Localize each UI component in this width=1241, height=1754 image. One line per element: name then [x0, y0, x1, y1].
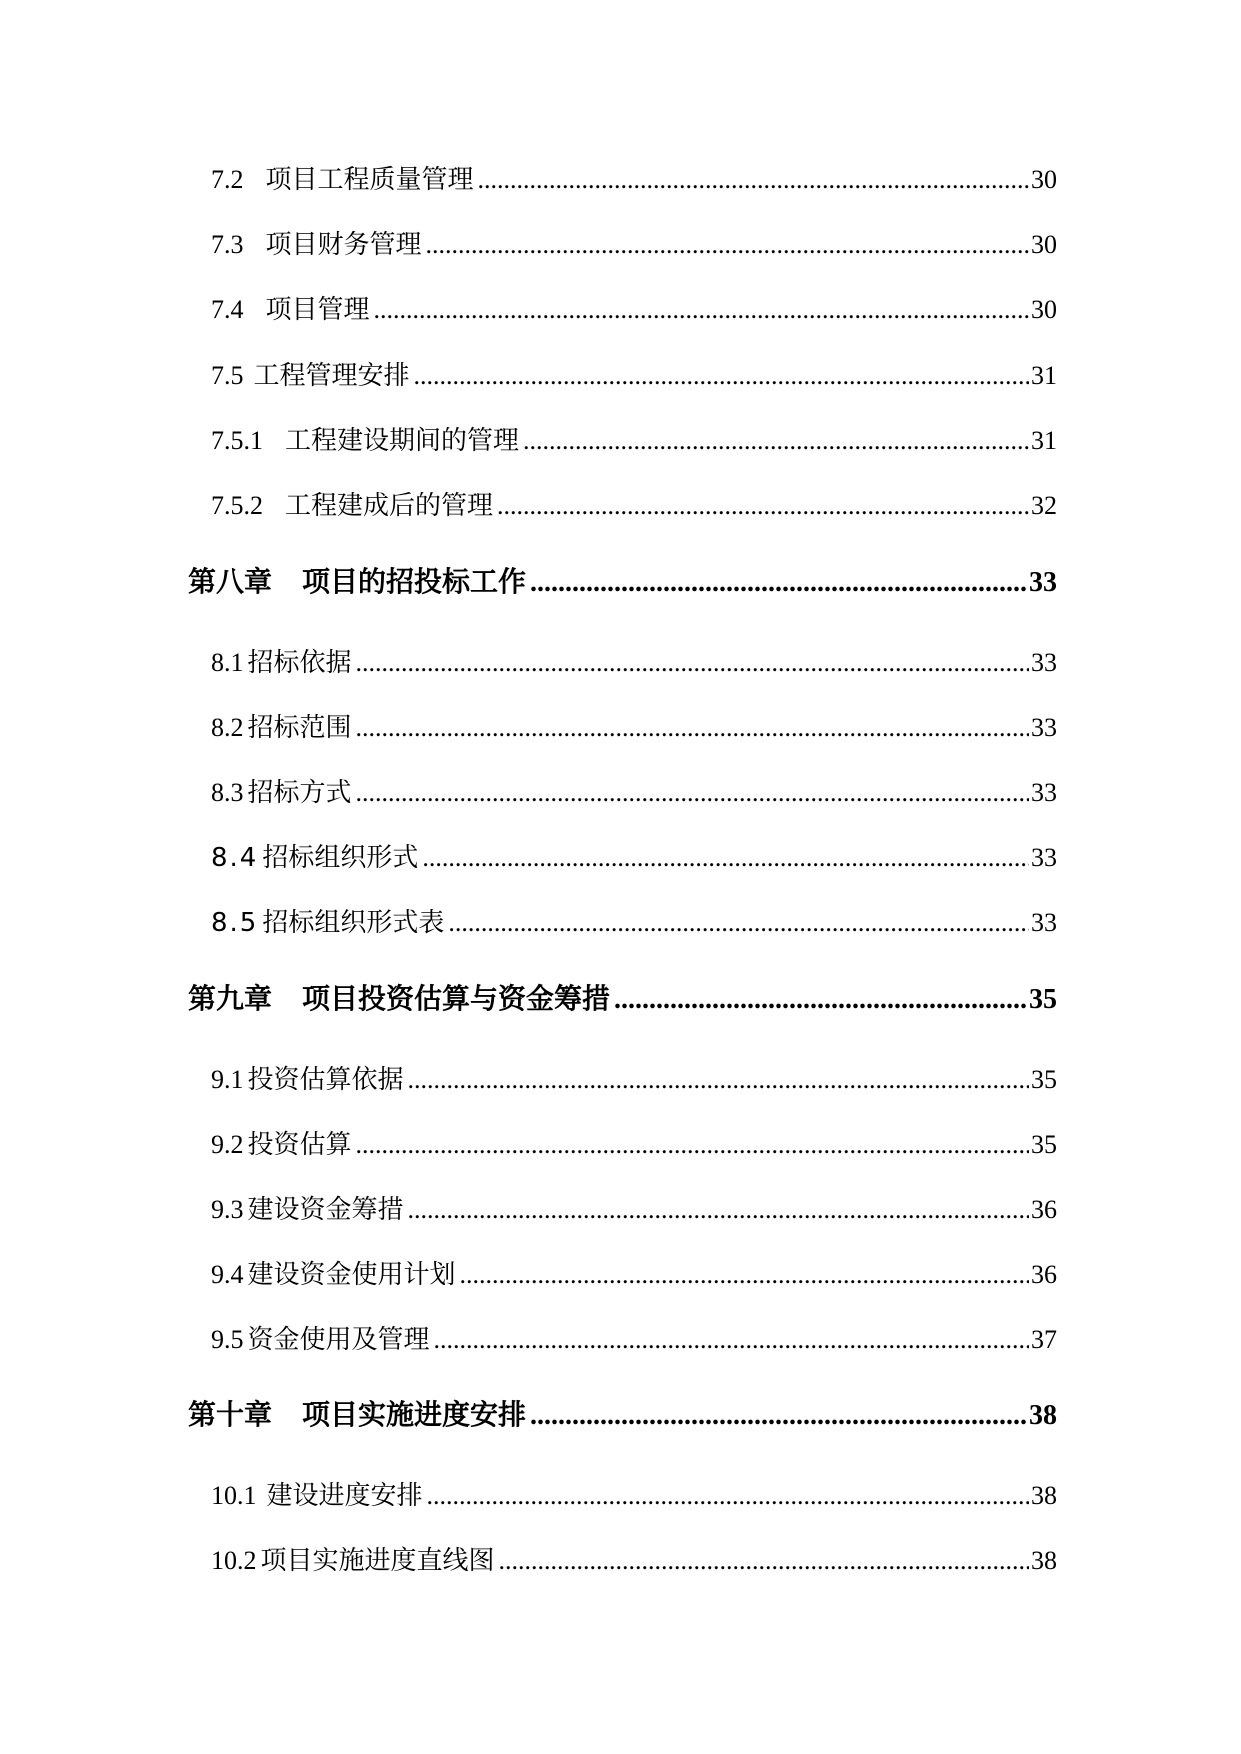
toc-title: 建设进度安排 — [266, 1481, 423, 1510]
toc-page-number: 30 — [1031, 295, 1057, 324]
toc-title: 招标组织形式表 — [262, 908, 445, 937]
toc-page-number: 35 — [1031, 1130, 1057, 1159]
toc-entry-8-2[interactable] — [211, 708, 1057, 748]
toc-entry-9-3[interactable] — [211, 1190, 1057, 1230]
toc-page-number: 37 — [1031, 1325, 1057, 1354]
toc-entry-7-4[interactable] — [211, 290, 1057, 330]
toc-page-number: 31 — [1031, 426, 1057, 455]
chapter-number: 第十章 — [188, 1400, 273, 1431]
toc-entry-7-2[interactable] — [211, 160, 1057, 200]
toc-number: 9.4 — [211, 1260, 244, 1289]
toc-chapter-10[interactable] — [188, 1396, 1057, 1436]
toc-number: 7.4 — [211, 295, 244, 324]
toc-page-number: 30 — [1031, 230, 1057, 259]
toc-page-number: 30 — [1031, 165, 1057, 194]
toc-number: 10.1 — [211, 1481, 257, 1510]
dot-leader — [356, 1125, 1029, 1165]
toc-title: 项目财务管理 — [265, 230, 422, 259]
chapter-title: 项目投资估算与资金筹措 — [302, 984, 611, 1015]
toc-page-number: 38 — [1029, 1400, 1057, 1431]
toc-title: 建设资金筹措 — [247, 1195, 404, 1224]
toc-page-number: 32 — [1031, 491, 1057, 520]
toc-number: 8.3 — [211, 778, 244, 807]
toc-entry-8-4[interactable] — [211, 838, 1057, 878]
dot-leader — [426, 225, 1029, 265]
toc-number: 8.5 — [211, 908, 259, 938]
toc-number: 9.3 — [211, 1195, 244, 1224]
toc-title: 项目管理 — [265, 295, 370, 324]
toc-number: 8.4 — [211, 843, 259, 873]
toc-entry-7-3[interactable] — [211, 225, 1057, 265]
toc-title: 招标范围 — [247, 713, 352, 742]
toc-page-number: 33 — [1031, 648, 1057, 677]
toc-title: 项目工程质量管理 — [265, 165, 474, 194]
toc-page-number: 33 — [1031, 908, 1057, 937]
toc-title: 招标依据 — [247, 648, 352, 677]
toc-title: 招标方式 — [247, 778, 352, 807]
toc-page-number: 33 — [1031, 843, 1057, 872]
toc-page-number: 35 — [1029, 984, 1057, 1015]
chapter-number: 第八章 — [188, 567, 273, 598]
dot-leader — [422, 838, 1029, 878]
toc-number: 9.5 — [211, 1325, 244, 1354]
toc-entry-9-5[interactable] — [211, 1320, 1057, 1360]
toc-page-number: 31 — [1031, 361, 1057, 390]
toc-page-number: 36 — [1031, 1260, 1057, 1289]
dot-leader — [374, 290, 1029, 330]
chapter-title: 项目实施进度安排 — [302, 1400, 527, 1431]
toc-page-number: 33 — [1031, 778, 1057, 807]
toc-page-number: 38 — [1031, 1546, 1057, 1575]
dot-leader — [427, 1476, 1029, 1516]
dot-leader — [497, 486, 1029, 526]
toc-number: 7.5 — [211, 361, 244, 390]
dot-leader — [434, 1320, 1029, 1360]
toc-title: 工程建设期间的管理 — [285, 426, 520, 455]
dot-leader — [448, 903, 1029, 943]
dot-leader — [356, 643, 1029, 683]
toc-number: 9.2 — [211, 1130, 244, 1159]
chapter-number: 第九章 — [188, 984, 273, 1015]
dot-leader — [614, 980, 1027, 1020]
toc-page-number: 33 — [1031, 713, 1057, 742]
dot-leader — [530, 563, 1027, 603]
toc-entry-8-5[interactable] — [211, 903, 1057, 943]
toc-title: 投资估算 — [247, 1130, 352, 1159]
toc-chapter-9[interactable] — [188, 980, 1057, 1020]
toc-entry-8-1[interactable] — [211, 643, 1057, 683]
toc-entry-10-2[interactable] — [211, 1541, 1057, 1581]
toc-page-number: 36 — [1031, 1195, 1057, 1224]
toc-title: 投资估算依据 — [247, 1065, 404, 1094]
toc-number: 7.5.1 — [211, 426, 263, 455]
toc-number: 9.1 — [211, 1065, 244, 1094]
toc-number: 8.2 — [211, 713, 244, 742]
dot-leader — [414, 356, 1029, 396]
toc-title: 项目实施进度直线图 — [260, 1546, 495, 1575]
dot-leader — [356, 708, 1029, 748]
dot-leader — [356, 773, 1029, 813]
toc-entry-7-5-1[interactable] — [211, 421, 1057, 461]
dot-leader — [460, 1255, 1029, 1295]
dot-leader — [499, 1541, 1029, 1581]
dot-leader — [408, 1190, 1029, 1230]
toc-entry-7-5-2[interactable] — [211, 486, 1057, 526]
toc-title: 工程建成后的管理 — [285, 491, 494, 520]
dot-leader — [408, 1060, 1029, 1100]
toc-title: 资金使用及管理 — [247, 1325, 430, 1354]
toc-entry-8-3[interactable] — [211, 773, 1057, 813]
toc-entry-7-5[interactable] — [211, 356, 1057, 396]
dot-leader — [523, 421, 1029, 461]
toc-page-number: 33 — [1029, 567, 1057, 598]
toc-number: 7.2 — [211, 165, 244, 194]
toc-chapter-8[interactable] — [188, 563, 1057, 603]
toc-page-number: 38 — [1031, 1481, 1057, 1510]
dot-leader — [530, 1396, 1027, 1436]
toc-entry-9-4[interactable] — [211, 1255, 1057, 1295]
toc-number: 7.5.2 — [211, 491, 263, 520]
toc-entry-9-1[interactable] — [211, 1060, 1057, 1100]
toc-number: 10.2 — [211, 1546, 257, 1575]
toc-number: 7.3 — [211, 230, 244, 259]
toc-number: 8.1 — [211, 648, 244, 677]
toc-page-number: 35 — [1031, 1065, 1057, 1094]
chapter-title: 项目的招投标工作 — [302, 567, 527, 598]
dot-leader — [478, 160, 1029, 200]
toc-entry-9-2[interactable] — [211, 1125, 1057, 1165]
toc-title: 建设资金使用计划 — [247, 1260, 456, 1289]
toc-title: 招标组织形式 — [262, 843, 419, 872]
toc-title: 工程管理安排 — [253, 361, 410, 390]
toc-entry-10-1[interactable] — [211, 1476, 1057, 1516]
